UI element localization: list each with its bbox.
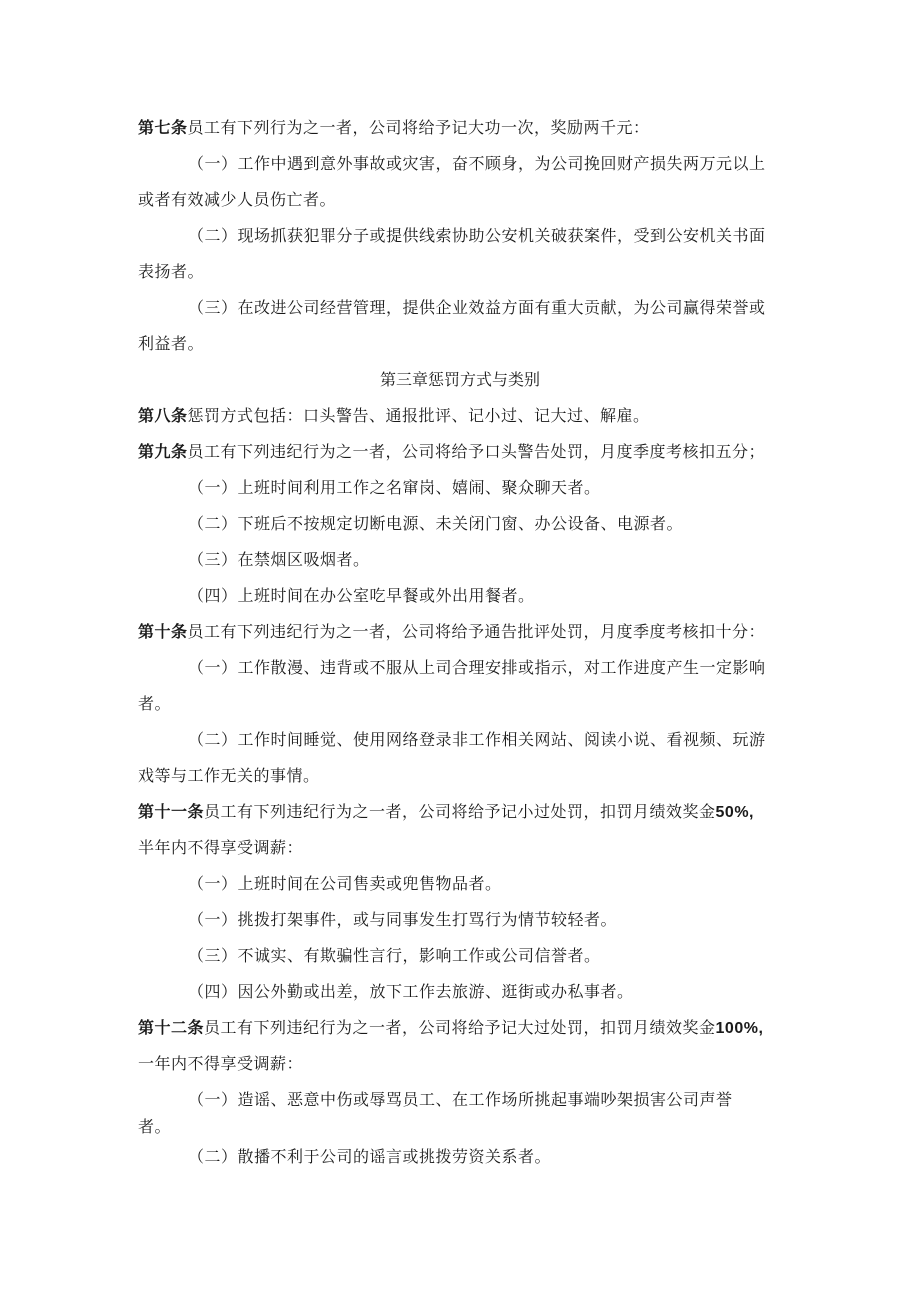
article-12-heading-cont: 一年内不得享受调薪：	[138, 1054, 304, 1073]
article-9-heading	[138, 442, 765, 462]
article-9-item-3: （三）在禁烟区吸烟者。	[188, 550, 370, 569]
article-12-item-1-cont: 者。	[138, 1117, 172, 1136]
article-10-text: 员工有下列违纪行为之一者，公司将给予通告批评处罚，月度季度考核扣十分：	[187, 622, 766, 641]
article-10-item-1-cont: 者。	[138, 694, 172, 713]
article-7-item-1-cont: 或者有效减少人员伤亡者。	[138, 190, 337, 209]
article-9-text: 员工有下列违纪行为之一者，公司将给予口头警告处罚，月度季度考核扣五分；	[187, 442, 766, 461]
article-7-item-2: （二）现场抓获犯罪分子或提供线索协助公安机关破获案件，受到公安机关书面	[188, 226, 766, 245]
article-9-item-2: （二）下班后不按规定切断电源、未关闭门窗、办公设备、电源者。	[188, 514, 684, 533]
article-11-item-4: （四）因公外勤或出差，放下工作去旅游、逛街或办私事者。	[188, 982, 634, 1001]
article-12-text: 员工有下列违纪行为之一者，公司将给予记大过处罚，扣罚月绩效奖金	[204, 1018, 716, 1037]
article-11-heading	[138, 802, 754, 823]
article-9-item-4: （四）上班时间在办公室吃早餐或外出用餐者。	[188, 586, 535, 605]
article-10-heading	[138, 622, 765, 642]
article-7-text: 员工有下列行为之一者，公司将给予记大功一次，奖励两千元：	[187, 118, 650, 137]
article-12-item-1: （一）造谣、恶意中伤或辱骂员工、在工作场所挑起事端吵架损害公司声誉	[188, 1090, 733, 1109]
article-7-item-1: （一）工作中遇到意外事故或灾害，奋不顾身，为公司挽回财产损失两万元以上	[188, 154, 766, 173]
article-11-text: 员工有下列违纪行为之一者，公司将给予记小过处罚，扣罚月绩效奖金	[204, 802, 716, 821]
article-7-item-3: （三）在改进公司经营管理，提供企业效益方面有重大贡献，为公司赢得荣誉或	[188, 298, 766, 317]
article-7-number: 第七条	[138, 118, 188, 137]
article-8-text: 惩罚方式包括：口头警告、通报批评、记小过、记大过、解雇。	[187, 406, 650, 425]
article-12-percent: 100%,	[715, 1020, 764, 1037]
article-11-number: 第十一条	[138, 802, 205, 821]
article-10-item-1: （一）工作散漫、违背或不服从上司合理安排或指示，对工作进度产生一定影响	[188, 658, 766, 677]
article-10-item-2: （二）工作时间睡觉、使用网络登录非工作相关网站、阅读小说、看视频、玩游	[188, 730, 766, 749]
article-7-heading	[138, 118, 650, 138]
article-12-heading	[138, 1018, 763, 1039]
article-10-item-2-cont: 戏等与工作无关的事情。	[138, 766, 320, 785]
article-7-item-2-cont: 表扬者。	[138, 262, 205, 281]
article-11-item-1: （一）上班时间在公司售卖或兜售物品者。	[188, 874, 502, 893]
article-7-item-3-cont: 利益者。	[138, 334, 205, 353]
chapter-3-title: 第三章惩罚方式与类别	[379, 370, 540, 389]
article-11-heading-cont: 半年内不得享受调薪：	[138, 838, 304, 857]
article-11-percent: 50%,	[715, 804, 754, 821]
article-11-item-3: （三）不诚实、有欺骗性言行，影响工作或公司信誉者。	[188, 946, 601, 965]
article-12-number: 第十二条	[138, 1018, 205, 1037]
article-8-heading	[138, 406, 650, 426]
article-11-item-2: （一）挑拨打架事件，或与同事发生打骂行为情节较轻者。	[188, 910, 618, 929]
article-8-number: 第八条	[138, 406, 188, 425]
article-12-item-2: （二）散播不利于公司的谣言或挑拨劳资关系者。	[188, 1147, 552, 1166]
article-10-number: 第十条	[138, 622, 188, 641]
article-9-item-1: （一）上班时间利用工作之名窜岗、嬉闹、聚众聊天者。	[188, 478, 601, 497]
article-9-number: 第九条	[138, 442, 188, 461]
